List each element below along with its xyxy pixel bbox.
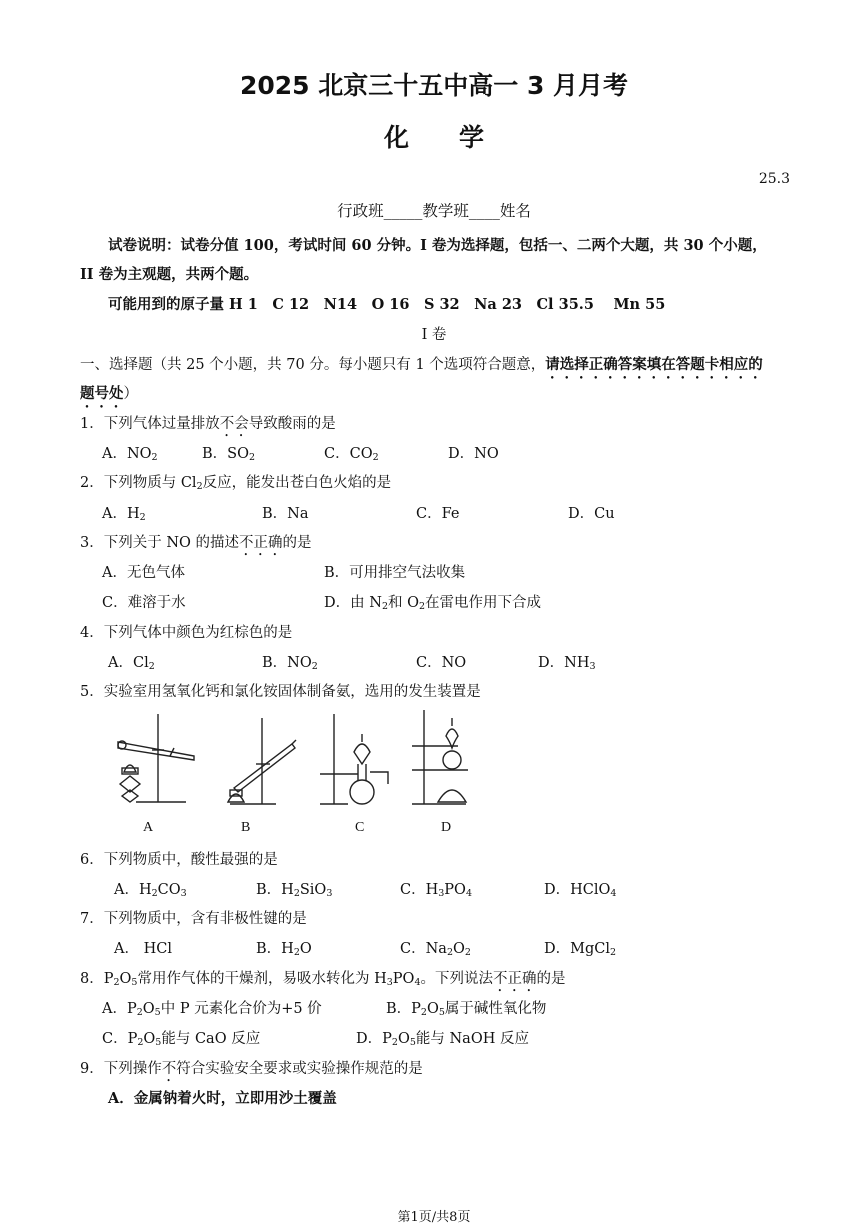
section-heading-emphasis-2: 题号处 <box>80 385 124 402</box>
section-heading-close: ） <box>123 386 138 402</box>
instructions-line-1: 试卷说明：试卷分值 100，考试时间 60 分钟。I 卷为选择题，包括一、二两个大题，共 30 个小题， <box>108 237 767 254</box>
q8-option-c: C．$P_2O_5$能与 CaO 反应 <box>102 1031 261 1048</box>
apparatus-a-figure <box>108 712 198 812</box>
section-one-heading-cont <box>80 382 138 411</box>
q4-option-a: A．$Cl_2$ <box>108 655 155 672</box>
q7-option-c: C．$Na_2O_2$ <box>400 941 471 958</box>
page-number: 第1页/共8页 <box>397 1210 471 1225</box>
question-8-stem: 8．$P_2O_5$常用作气体的干燥剂，易吸水转化为 $H_3PO_4$。下列说法不正确的是 <box>80 971 566 988</box>
q4-option-b: B．$NO_2$ <box>262 655 318 672</box>
instructions-line-2: II 卷为主观题，共两个题。 <box>80 266 259 283</box>
q1-stem-pre: 1．下列气体过量排放 <box>80 416 220 432</box>
question-6-stem: 6．下列物质中，酸性最强的是 <box>80 852 278 868</box>
q4-option-d: D．$NH_3$ <box>538 655 596 672</box>
part-one-label: I 卷 <box>421 327 447 343</box>
question-2-stem: 2．下列物质与 $Cl_2$反应，能发出苍白色火焰的是 <box>80 475 392 492</box>
q2-option-b: B．Na <box>262 506 309 522</box>
question-5-stem: 5．实验室用氢氧化钙和氯化铵固体制备氨，选用的发生装置是 <box>80 684 481 700</box>
apparatus-c-label: C <box>355 820 365 835</box>
q8-option-a: A．$P_2O_5$中 P 元素化合价为+5 价 <box>102 1001 322 1018</box>
q7-option-b: B．$H_2O$ <box>256 941 312 958</box>
apparatus-c-figure <box>318 712 404 812</box>
q1-option-c: C．$CO_2$ <box>324 446 379 463</box>
question-9-stem: 9．下列操作不符合实验安全要求或实验操作规范的是 <box>80 1061 423 1077</box>
q7-option-d: D．MgCl$_2$ <box>544 941 617 958</box>
q1-option-b: B．$SO_2$ <box>202 446 256 463</box>
section-heading-text: 一、选择题（共 25 个小题，共 70 分。每小题只有 1 个选项符合题意， <box>80 357 546 373</box>
section-heading-emphasis: 请选择正确答案填在答题卡相应的 <box>545 356 763 373</box>
apparatus-b-figure <box>210 716 300 812</box>
q6-option-a: A．$H_2CO_3$ <box>114 882 187 899</box>
q7-option-a: A． HCl <box>114 941 172 957</box>
apparatus-b-label: B <box>241 820 251 835</box>
apparatus-d-figure <box>410 708 490 812</box>
exam-date: 25.3 <box>758 171 790 187</box>
question-7-stem: 7．下列物质中，含有非极性键的是 <box>80 911 307 927</box>
q8-option-d: D．$P_2O_5$能与 NaOH 反应 <box>356 1031 529 1048</box>
question-3-stem: 3．下列关于 NO 的描述不正确的是 <box>80 535 312 551</box>
q8-option-b: B．$P_2O_5$属于碱性氧化物 <box>386 1001 547 1018</box>
q3-option-a: A．无色气体 <box>102 565 185 581</box>
exam-title: 2025 北京三十五中高一 3 月月考 <box>239 71 629 100</box>
q2-option-c: C．Fe <box>416 506 460 522</box>
q6-option-b: B．$H_2SiO_3$ <box>256 882 333 899</box>
section-one-heading <box>80 353 763 382</box>
q3-option-b: B．可用排空气法收集 <box>324 565 466 581</box>
q6-option-c: C．$H_3PO_4$ <box>400 882 472 899</box>
q1-stem-post: 导致酸雨的是 <box>248 416 336 432</box>
q1-option-a: A．$NO_2$ <box>102 446 158 463</box>
apparatus-d-label: D <box>441 820 452 835</box>
class-name-line: 行政班_____教学班____姓名 <box>337 202 531 220</box>
question-1-stem <box>80 412 336 440</box>
q1-stem-emph: 不会 <box>219 416 249 432</box>
q2-option-d: D．Cu <box>568 506 615 522</box>
question-4-stem: 4．下列气体中颜色为红棕色的是 <box>80 625 293 641</box>
atomic-masses: 可能用到的原子量 H 1 C 12 N14 O 16 S 32 Na 23 Cl 35.5 Mn 55 <box>108 296 666 313</box>
q6-option-d: D．HClO$_4$ <box>544 882 617 899</box>
subject-title: 化 学 <box>383 123 484 152</box>
q9-option-a: A．金属钠着火时，立即用沙土覆盖 <box>108 1090 337 1107</box>
q2-option-a: A．$H_2$ <box>102 506 146 523</box>
q3-option-d: D．由 $N_2$和 $O_2$在雷电作用下合成 <box>324 595 542 612</box>
q4-option-c: C．NO <box>416 655 467 671</box>
apparatus-a-label: A <box>143 820 154 835</box>
q3-option-c: C．难溶于水 <box>102 595 186 611</box>
q1-option-d: D．NO <box>448 446 499 462</box>
